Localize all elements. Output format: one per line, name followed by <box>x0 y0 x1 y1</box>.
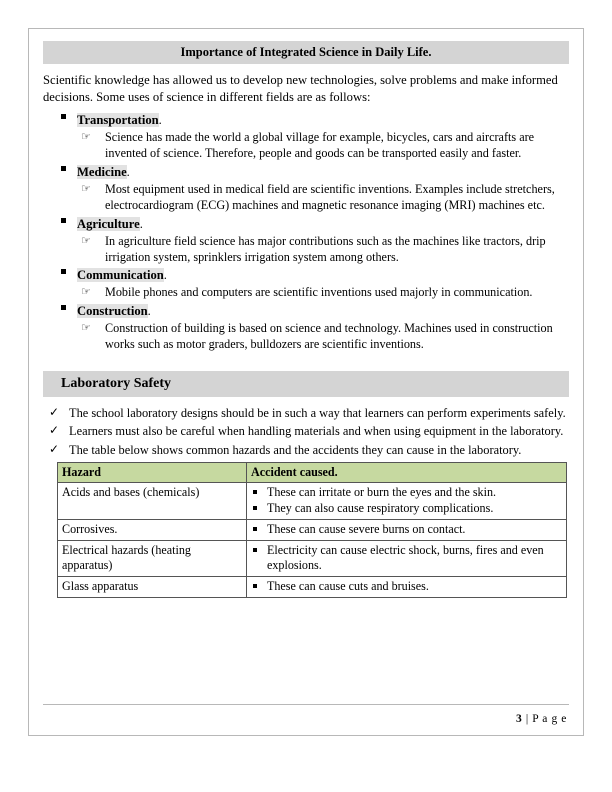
list-item <box>251 543 562 574</box>
footer-divider <box>43 704 569 705</box>
field-term: Medicine <box>77 164 127 179</box>
cell-hazard: Glass apparatus <box>58 577 247 598</box>
accident-text: They can also cause respiratory complications. <box>267 501 494 516</box>
document-page <box>28 28 584 736</box>
accident-text: These can irritate or burn the eyes and the skin. <box>267 485 497 500</box>
accident-list <box>251 543 562 574</box>
detail-text: In agriculture field science has major contributions such as the machines like tractors, drip irrigation system, sprinklers irrigation system among others. <box>105 233 546 264</box>
lab-safety-points <box>43 405 569 459</box>
table-row <box>58 577 567 598</box>
list-item <box>43 442 569 459</box>
cell-hazard: Acids and bases (chemicals) <box>58 483 247 519</box>
accident-list <box>251 485 562 516</box>
cell-accident <box>247 483 567 519</box>
list-item <box>251 501 562 517</box>
table-row <box>58 540 567 576</box>
list-item <box>77 182 569 214</box>
pointing-hand-icon: ☞ <box>81 322 91 335</box>
page-number-separator: | <box>525 713 529 725</box>
field-details <box>77 234 569 266</box>
field-details <box>77 285 569 301</box>
cell-accident <box>247 540 567 576</box>
list-item <box>43 266 569 301</box>
accident-text: These can cause severe burns on contact. <box>267 521 466 536</box>
page-label: P a g e <box>532 713 567 725</box>
square-bullet-icon <box>253 548 257 552</box>
list-item <box>77 130 569 162</box>
list-item <box>77 321 569 353</box>
square-bullet-icon <box>253 584 257 588</box>
detail-text: Construction of building is based on science and technology. Machines used in construction works such as motor graders, bulldozers are scientific inventions. <box>105 321 553 352</box>
list-item <box>251 522 562 538</box>
field-term-punct: . <box>147 304 151 319</box>
list-item <box>43 302 569 353</box>
list-item <box>251 485 562 501</box>
table-row <box>58 483 567 519</box>
field-term-punct: . <box>139 216 143 231</box>
list-item <box>77 234 569 266</box>
cell-hazard: Corrosives. <box>58 519 247 540</box>
pointing-hand-icon: ☞ <box>81 286 91 299</box>
page-content <box>29 29 583 598</box>
accident-list <box>251 522 562 538</box>
square-bullet-icon <box>61 114 66 119</box>
column-header-hazard: Hazard <box>58 463 247 483</box>
list-item <box>77 285 569 301</box>
list-item <box>43 405 569 422</box>
cell-hazard: Electrical hazards (heating apparatus) <box>58 540 247 576</box>
page-number: 3 <box>516 713 523 725</box>
page-title: Importance of Integrated Science in Daily Life. <box>43 41 569 64</box>
field-term: Communication <box>77 268 164 283</box>
square-bullet-icon <box>61 269 66 274</box>
fields-list <box>43 111 569 353</box>
page-number-footer <box>516 713 567 725</box>
pointing-hand-icon: ☞ <box>81 182 91 195</box>
accident-text: These can cause cuts and bruises. <box>267 579 429 594</box>
field-term-punct: . <box>163 268 167 283</box>
list-item <box>43 111 569 162</box>
intro-paragraph: Scientific knowledge has allowed us to develop new technologies, solve problems and make informed decisions. Some uses of science in different fields are as follows: <box>43 73 558 104</box>
field-term-punct: . <box>126 164 130 179</box>
field-term: Agriculture <box>77 216 140 231</box>
check-mark-icon: ✓ <box>49 404 60 419</box>
square-bullet-icon <box>61 166 66 171</box>
square-bullet-icon <box>61 218 66 223</box>
detail-text: Most equipment used in medical field are scientific inventions. Examples include stretchers, electrocardiogram (ECG) machines and magnetic resonance imaging (MRI) machines etc. <box>105 181 555 212</box>
field-details <box>77 130 569 162</box>
field-term: Construction <box>77 304 148 319</box>
column-header-accident: Accident caused. <box>247 463 567 483</box>
field-term-punct: . <box>158 113 162 128</box>
table-row <box>58 519 567 540</box>
accident-text: Electricity can cause electric shock, burns, fires and even explosions. <box>267 542 544 573</box>
cell-accident <box>247 519 567 540</box>
field-details <box>77 182 569 214</box>
check-mark-icon: ✓ <box>49 441 60 456</box>
table-header-row <box>58 463 567 483</box>
square-bullet-icon <box>253 506 257 510</box>
hazards-table <box>57 462 567 597</box>
list-item <box>251 579 562 595</box>
cell-accident <box>247 577 567 598</box>
field-details <box>77 321 569 353</box>
point-text: The table below shows common hazards and the accidents they can cause in the laboratory. <box>69 442 522 457</box>
pointing-hand-icon: ☞ <box>81 131 91 144</box>
list-item <box>43 423 569 440</box>
point-text: The school laboratory designs should be in such a way that learners can perform experiments safely. <box>69 405 566 420</box>
section-heading-laboratory-safety: Laboratory Safety <box>43 371 569 397</box>
square-bullet-icon <box>61 305 66 310</box>
square-bullet-icon <box>253 527 257 531</box>
list-item <box>43 163 569 214</box>
point-text: Learners must also be careful when handling materials and when using equipment in the laboratory. <box>69 424 564 439</box>
accident-list <box>251 579 562 595</box>
list-item <box>43 215 569 266</box>
detail-text: Mobile phones and computers are scientific inventions used majorly in communication. <box>105 285 533 300</box>
check-mark-icon: ✓ <box>49 423 60 438</box>
detail-text: Science has made the world a global village for example, bicycles, cars and aircrafts are invented of science. Therefore, people and goods can be transported easily and faster. <box>105 130 535 161</box>
field-term: Transportation <box>77 113 159 128</box>
pointing-hand-icon: ☞ <box>81 234 91 247</box>
square-bullet-icon <box>253 490 257 494</box>
